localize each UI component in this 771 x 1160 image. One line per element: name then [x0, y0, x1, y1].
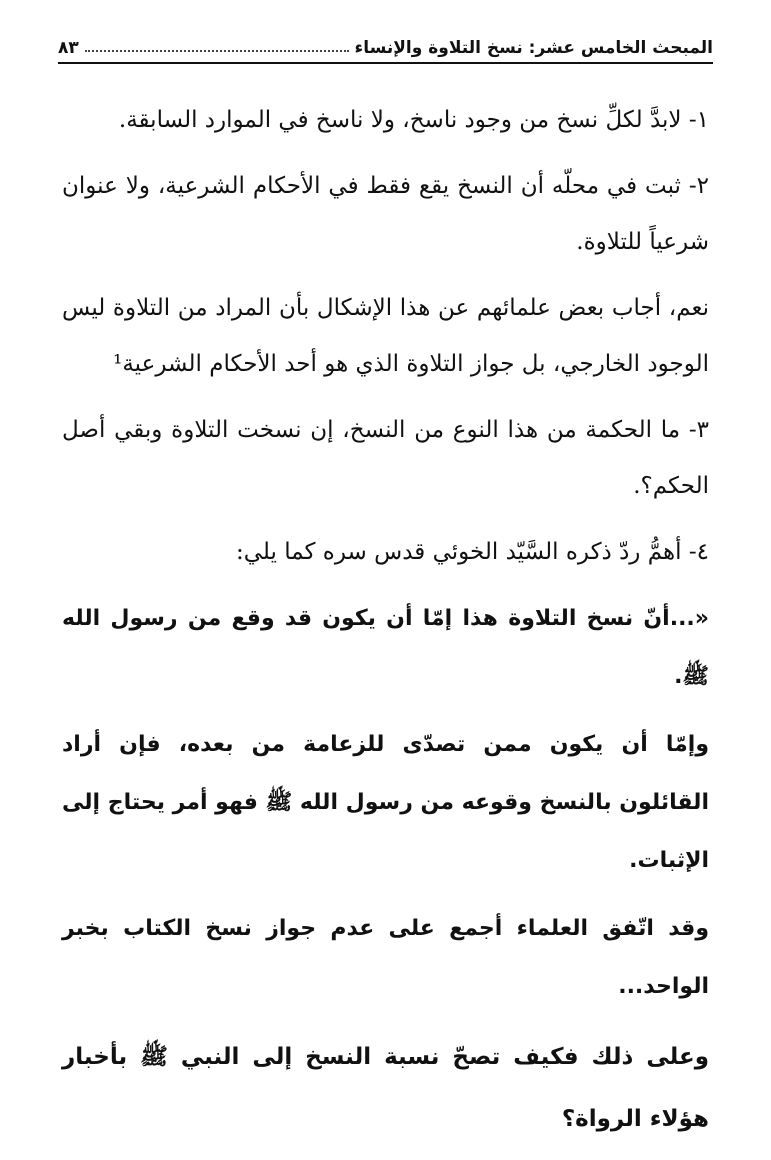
point-1: ١- لابدَّ لكلِّ نسخ من وجود ناسخ، ولا ناسخ في الموارد السابقة. [118, 107, 709, 133]
quote-line-3: وقد اتّفق العلماء أجمع على عدم جواز نسخ الكتاب بخبر الواحد... [62, 916, 709, 999]
running-title: المبحث الخامس عشر: نسخ التلاوة والإنساء [354, 38, 713, 58]
point-4: ٤- أهمُّ ردّ ذكره السَّيّد الخوئي قدس سره كما يلي: [235, 539, 709, 565]
point-2: ٢- ثبت في محلّه أن النسخ يقع فقط في الأحكام الشرعية، ولا عنوان شرعياً للتلاوة. [62, 173, 709, 255]
response-paragraph: نعم، أجاب بعض علمائهم عن هذا الإشكال بأن المراد من التلاوة ليس الوجود الخارجي، بل جواز التلاوة الذي هو أحد الأحكام الشرعية¹ [62, 295, 709, 377]
closing-question: وعلى ذلك فكيف تصحّ نسبة النسخ إلى النبي ﷺ بأخبار هؤلاء الرواة؟ [62, 1044, 709, 1132]
page-body [62, 92, 709, 1160]
quote-line-1: «...أنّ نسخ التلاوة هذا إمّا أن يكون قد وقع من رسول الله ﷺ. [62, 606, 709, 689]
page-header [58, 30, 713, 64]
point-3: ٣- ما الحكمة من هذا النوع من النسخ، إن نسخت التلاوة وبقي أصل الحكم؟. [62, 417, 709, 499]
page-number: ٨٣ [58, 38, 79, 58]
header-leader-dots [85, 49, 349, 52]
quote-line-2: وإمّا أن يكون ممن تصدّى للزعامة من بعده، فإن أراد القائلون بالنسخ وقوعه من رسول الله ﷺ فهو أمر يحتاج إلى الإثبات. [62, 732, 709, 873]
